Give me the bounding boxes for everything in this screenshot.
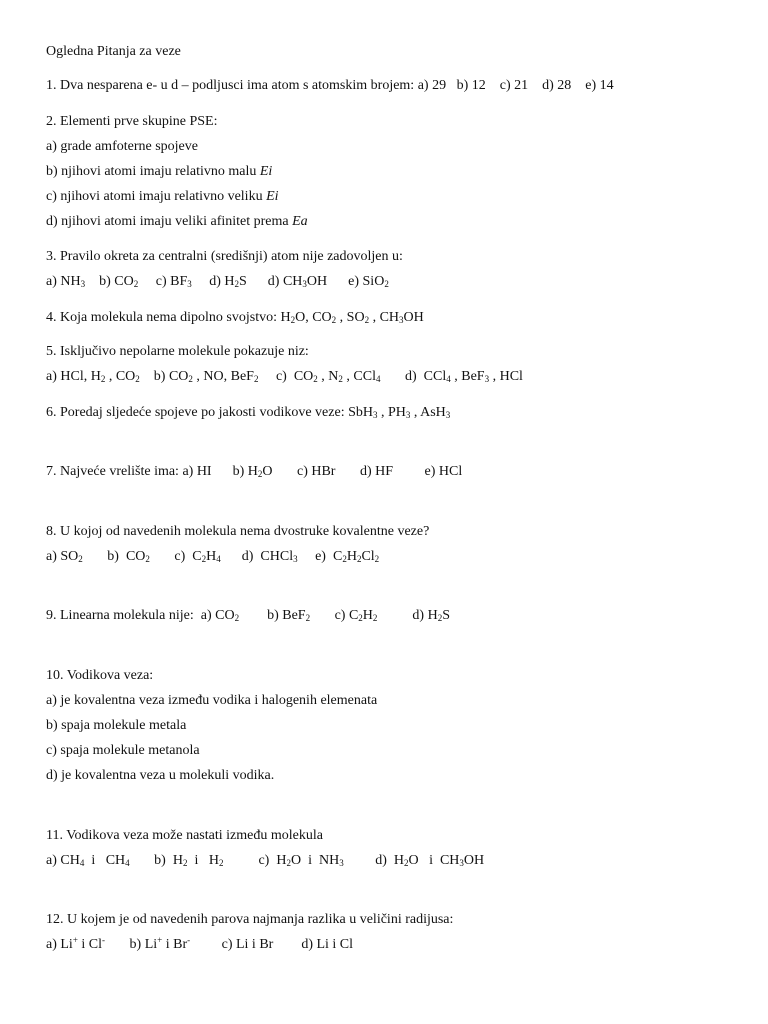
text-run: a) CH (46, 853, 80, 868)
subscript: 2 (372, 613, 378, 623)
text-run: 4. Koja molekula nema dipolno svojstvo: H (46, 310, 291, 325)
text-run: Ei (259, 164, 273, 179)
question-10-line (46, 767, 274, 785)
question-2-line (46, 213, 308, 231)
text-run: c) H (223, 853, 287, 868)
question-4-text (46, 309, 424, 327)
text-run: O i CH (408, 853, 460, 868)
subscript: 2 (342, 554, 347, 564)
text-run: 8. U kojoj od navedenih molekula nema dvostruke kovalentne veze? (46, 524, 430, 539)
superscript: - (102, 935, 106, 945)
subscript: 2 (257, 469, 263, 479)
text-run: , AsH (410, 405, 446, 420)
question-8-text (46, 523, 429, 541)
text-run: d) H (377, 608, 438, 623)
text-run: c) njihovi atomi imaju relativno veliku (46, 189, 267, 204)
subscript: 3 (187, 279, 192, 289)
subscript: 3 (80, 279, 86, 289)
text-run: H (346, 549, 357, 564)
text-run: a) NH (46, 274, 81, 289)
subscript: 2 (182, 858, 188, 868)
text-run: a) je kovalentna veza između vodika i halogenih elemenata (46, 693, 378, 708)
text-run: 5. Isključivo nepolarne molekule pokazuje niz: (46, 344, 309, 359)
text-run: 6. Poredaj sljedeće spojeve po jakosti vodikove veze: SbH (46, 405, 373, 420)
text-run: S d) CH (239, 274, 303, 289)
subscript: 4 (216, 554, 221, 564)
text-run: OH (463, 853, 485, 868)
question-11-line (46, 852, 484, 870)
subscript: 2 (437, 613, 443, 623)
subscript: 3 (445, 410, 451, 420)
text-run: Ei (266, 189, 279, 204)
subscript: 3 (293, 554, 298, 564)
subscript: 2 (234, 613, 240, 623)
subscript: 2 (358, 613, 363, 623)
text-run: , CO (105, 369, 136, 384)
text-run: c) Li i Br d) Li i Cl (190, 937, 354, 952)
subscript: 4 (79, 858, 85, 868)
subscript: 2 (100, 374, 106, 384)
text-run: , PH (377, 405, 406, 420)
text-run: d) je kovalentna veza u molekuli vodika. (46, 768, 275, 783)
text-run: c) C (149, 549, 202, 564)
text-run: b) njihovi atomi imaju relativno malu (46, 164, 260, 179)
subscript: 2 (201, 554, 207, 564)
text-run: e) C (297, 549, 343, 564)
text-run: 7. Najveće vrelište ima: a) HI b) H (46, 464, 258, 479)
text-run: 9. Linearna molekula nije: a) CO (46, 608, 235, 623)
subscript: 3 (405, 410, 411, 420)
text-run: c) spaja molekule metanola (46, 743, 200, 758)
text-run: OH (403, 310, 424, 325)
text-run: OH e) SiO (306, 274, 385, 289)
document-title: Ogledna Pitanja za veze (46, 44, 181, 59)
text-run: , HCl (489, 369, 523, 384)
subscript: 4 (376, 374, 381, 384)
text-run: a) HCl, H (46, 369, 101, 384)
subscript: 2 (384, 279, 389, 289)
question-2-line (46, 188, 279, 206)
text-run: O, CO (295, 310, 332, 325)
subscript: 2 (313, 374, 318, 384)
text-run: c) CO (258, 369, 314, 384)
subscript: 2 (78, 554, 83, 564)
text-run: 2. Elementi prve skupine PSE: (46, 114, 218, 129)
subscript: 2 (188, 374, 193, 384)
text-run: d) CCl (380, 369, 447, 384)
text-run: 3. Pravilo okreta za centralni (središnji) atom nije zadovoljen u: (46, 249, 403, 264)
text-run: d) H (191, 274, 235, 289)
question-2-text (46, 113, 217, 131)
text-run: , NO, BeF (192, 369, 254, 384)
question-5-text (46, 343, 309, 361)
subscript: 2 (133, 279, 139, 289)
question-2-line (46, 163, 272, 181)
subscript: 2 (145, 554, 150, 564)
text-run: i H (187, 853, 219, 868)
subscript: 2 (218, 858, 224, 868)
subscript: 3 (399, 315, 404, 325)
text-run: 12. U kojem je od navedenih parova najmanja razlika u veličini radijusa: (46, 912, 454, 927)
text-run: b) CO (85, 274, 134, 289)
question-8-line (46, 548, 379, 566)
text-run: 1. Dva nesparena e- u d – podljusci ima atom s atomskim brojem: a) 29 b) 12 c) 21 d) 28 e) 14 (46, 78, 614, 93)
text-run: a) grade amfoterne spojeve (46, 139, 198, 154)
text-run: b) CO (82, 549, 146, 564)
subscript: 2 (290, 315, 296, 325)
question-10-line (46, 717, 186, 735)
text-run: a) SO (46, 549, 79, 564)
text-run: d) H (343, 853, 404, 868)
text-run: H (362, 608, 373, 623)
text-run: b) CO (139, 369, 189, 384)
subscript: 4 (125, 858, 130, 868)
text-run: d) njihovi atomi imaju veliki afinitet prema (46, 214, 293, 229)
text-run: b) Li (105, 937, 158, 952)
text-run: c) C (310, 608, 359, 623)
subscript: 2 (286, 858, 291, 868)
superscript: - (187, 935, 191, 945)
text-run: H (206, 549, 217, 564)
question-10-line (46, 692, 377, 710)
text-run: Cl (361, 549, 375, 564)
subscript: 3 (339, 858, 344, 868)
subscript: 3 (302, 279, 307, 289)
text-run: , SO (336, 310, 365, 325)
text-run: Ea (292, 214, 308, 229)
question-12-line (46, 936, 353, 954)
text-run: i Cl (77, 937, 103, 952)
question-3-line (46, 273, 389, 291)
text-run: 10. Vodikova veza: (46, 668, 154, 683)
subscript: 2 (356, 554, 362, 564)
text-run: , CH (369, 310, 400, 325)
question-3-text (46, 248, 403, 266)
text-run: b) BeF (239, 608, 306, 623)
text-run: c) BF (138, 274, 188, 289)
question-6-text (46, 404, 450, 422)
subscript: 2 (234, 279, 240, 289)
subscript: 3 (484, 374, 490, 384)
question-5-line (46, 368, 523, 386)
question-11-text (46, 827, 323, 845)
text-run: b) spaja molekule metala (46, 718, 187, 733)
text-run: i CH (84, 853, 126, 868)
subscript: 2 (331, 315, 337, 325)
subscript: 2 (403, 858, 409, 868)
text-run: d) CHCl (220, 549, 294, 564)
text-run: O i NH (290, 853, 340, 868)
text-run: a) Li (46, 937, 73, 952)
subscript: 2 (338, 374, 343, 384)
subscript: 2 (374, 554, 380, 564)
subscript: 2 (253, 374, 259, 384)
subscript: 2 (305, 613, 311, 623)
text-run: i Br (162, 937, 188, 952)
question-12-text (46, 911, 453, 929)
subscript: 3 (372, 410, 378, 420)
text-run: S (442, 608, 450, 623)
question-10-line (46, 742, 200, 760)
subscript: 2 (135, 374, 140, 384)
question-10-text (46, 667, 153, 685)
text-run: , N (317, 369, 339, 384)
subscript: 4 (446, 374, 451, 384)
text-run: , BeF (450, 369, 485, 384)
question-7-text (46, 463, 462, 481)
question-2-line (46, 138, 198, 156)
subscript: 3 (459, 858, 464, 868)
text-run: O c) HBr d) HF e) HCl (262, 464, 463, 479)
superscript: + (72, 935, 78, 945)
question-9-text (46, 607, 450, 625)
text-run: , CCl (342, 369, 376, 384)
text-run: 11. Vodikova veza može nastati između molekula (46, 828, 323, 843)
text-run: b) H (129, 853, 183, 868)
question-1-text (46, 77, 614, 95)
superscript: + (157, 935, 163, 945)
subscript: 2 (364, 315, 370, 325)
